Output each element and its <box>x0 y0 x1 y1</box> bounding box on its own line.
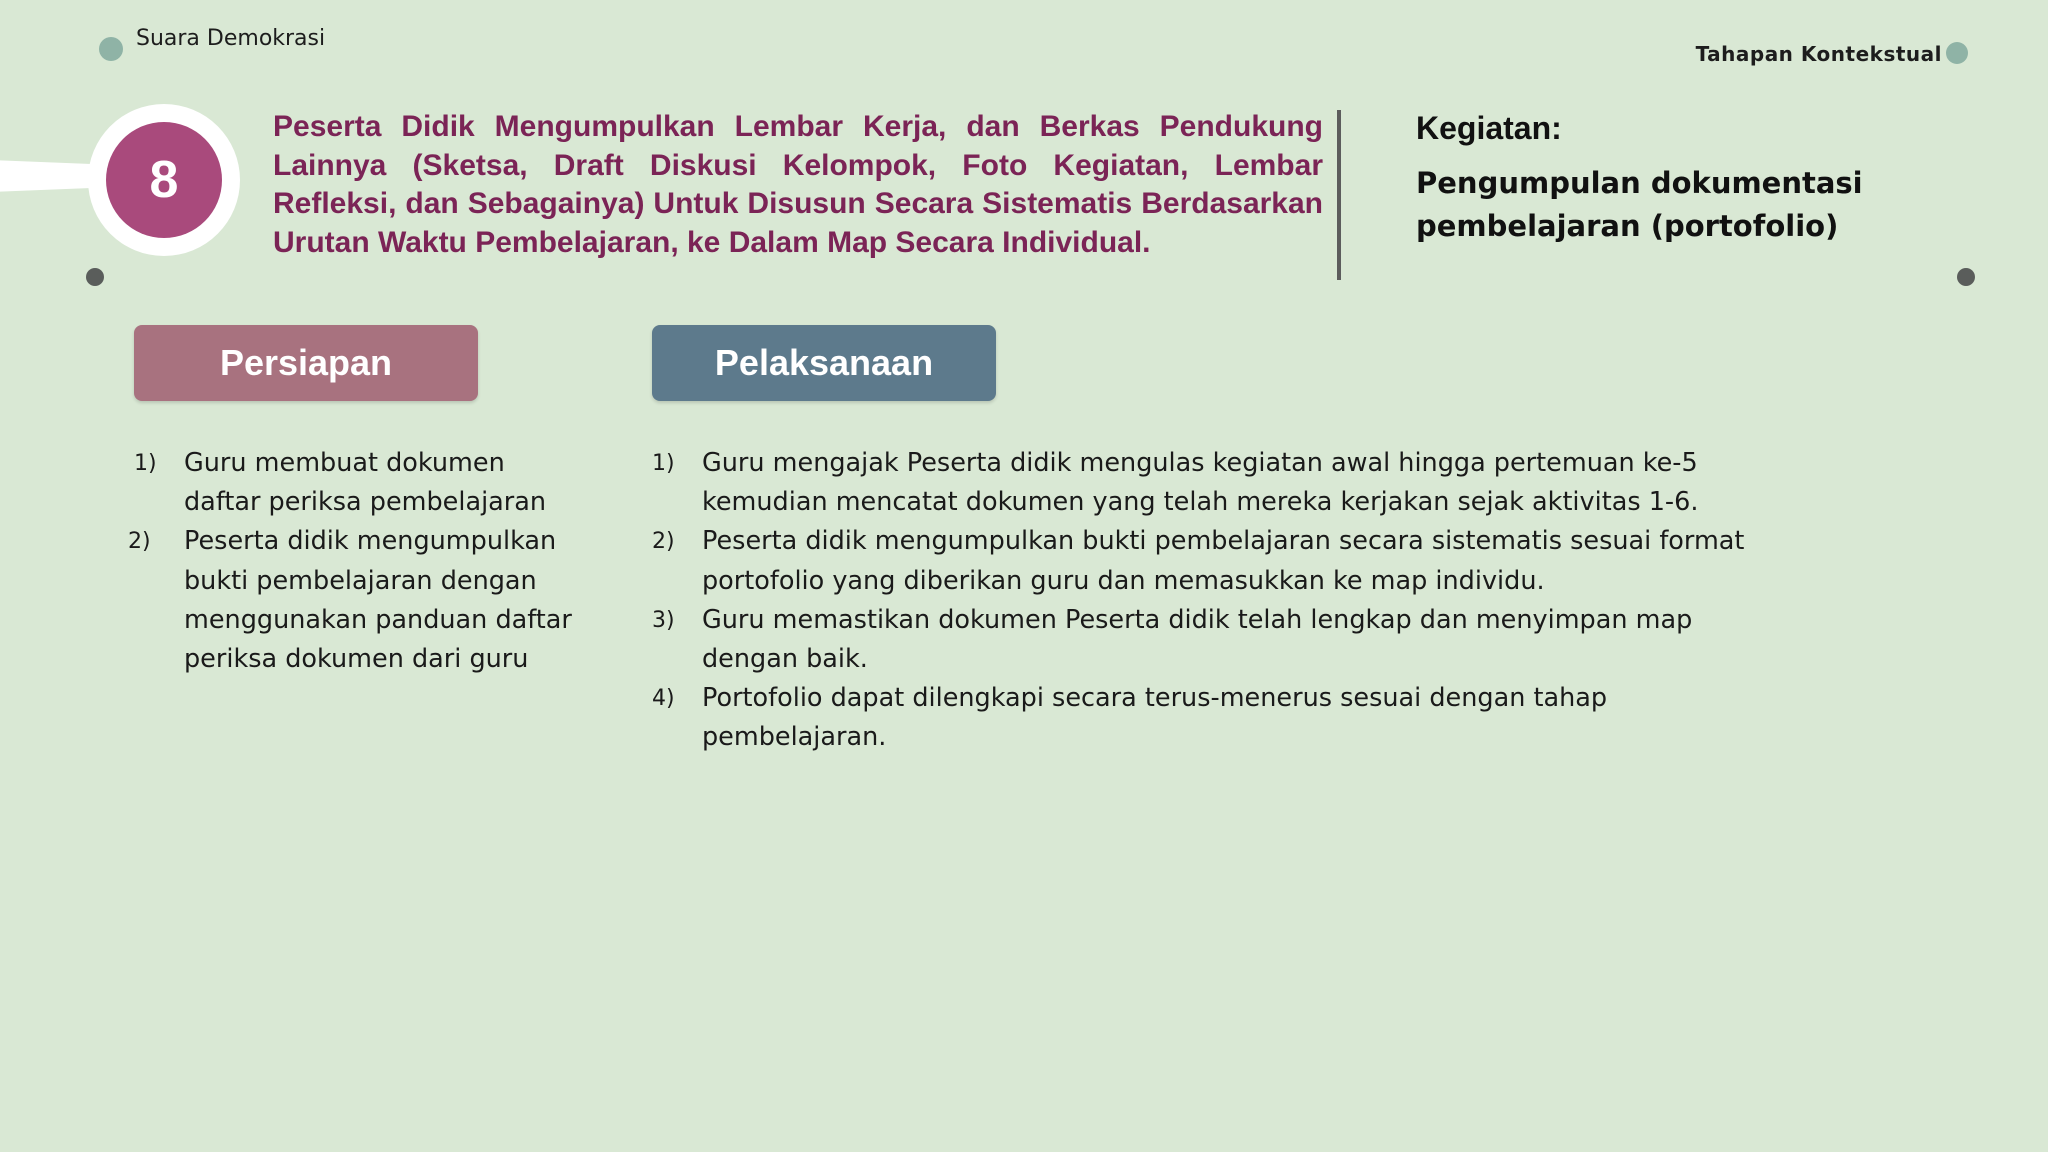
list-item-number: 3) <box>652 607 675 633</box>
list-item-text: Guru membuat dokumen daftar periksa pembelajaran <box>184 448 547 518</box>
list-item <box>134 444 584 522</box>
persiapan-list <box>128 444 584 679</box>
step-number: 8 <box>106 122 222 238</box>
list-item <box>652 679 1772 757</box>
left-marker-dot-icon <box>86 268 104 286</box>
list-item-text: Guru mengajak Peserta didik mengulas kegiatan awal hingga pertemuan ke-5 kemudian mencatat dokumen yang telah mereka kerjakan sejak aktivitas 1-6. <box>702 448 1699 518</box>
list-item-number: 1) <box>652 451 675 476</box>
list-item-text: Guru memastikan dokumen Peserta didik telah lengkap dan menyimpan map dengan baik. <box>702 604 1693 675</box>
step-title: Peserta Didik Mengumpulkan Lembar Kerja, dan Berkas Pendukung Lainnya (Sketsa, Draft Diskusi Kelompok, Foto Kegiatan, Lembar Refleksi, dan Sebagainya) Untuk Disusun Secara Sistematis Berdasarkan Urutan Waktu Pembelajaran, ke Dalam Map Secara Individual. <box>273 110 1323 259</box>
right-marker-dot-icon <box>1957 268 1975 286</box>
list-item-number: 1) <box>134 451 157 476</box>
list-item-number: 2) <box>128 529 151 555</box>
section-dot-icon <box>1946 42 1968 64</box>
persiapan-tag: Persiapan <box>134 325 478 401</box>
list-item <box>652 444 1772 522</box>
list-item-number: 2) <box>652 529 675 555</box>
step-badge <box>88 104 240 256</box>
list-item <box>652 522 1772 600</box>
pelaksanaan-list <box>652 444 1772 758</box>
list-item-text: Portofolio dapat dilengkapi secara terus-menerus sesuai dengan tahap pembelajaran. <box>702 683 1608 753</box>
kegiatan-value: Pengumpulan dokumentasi pembelajaran (portofolio) <box>1416 166 1863 243</box>
brand-name: Suara Demokrasi <box>136 26 326 51</box>
vertical-divider <box>1337 110 1341 280</box>
pelaksanaan-tag: Pelaksanaan <box>652 325 996 401</box>
list-item-text: Peserta didik mengumpulkan bukti pembelajaran secara sistematis sesuai format portofolio yang diberikan guru dan memasukkan ke map individu. <box>702 526 1745 596</box>
list-item <box>128 522 584 679</box>
list-item <box>652 601 1772 679</box>
kegiatan-label: Kegiatan: <box>1416 110 1562 146</box>
brand-dot-icon <box>99 37 123 61</box>
section-name: Tahapan Kontekstual <box>1695 42 1942 66</box>
list-item-number: 4) <box>652 686 675 712</box>
list-item-text: Peserta didik mengumpulkan bukti pembelajaran dengan menggunakan panduan daftar periksa dokumen dari guru <box>184 526 572 675</box>
